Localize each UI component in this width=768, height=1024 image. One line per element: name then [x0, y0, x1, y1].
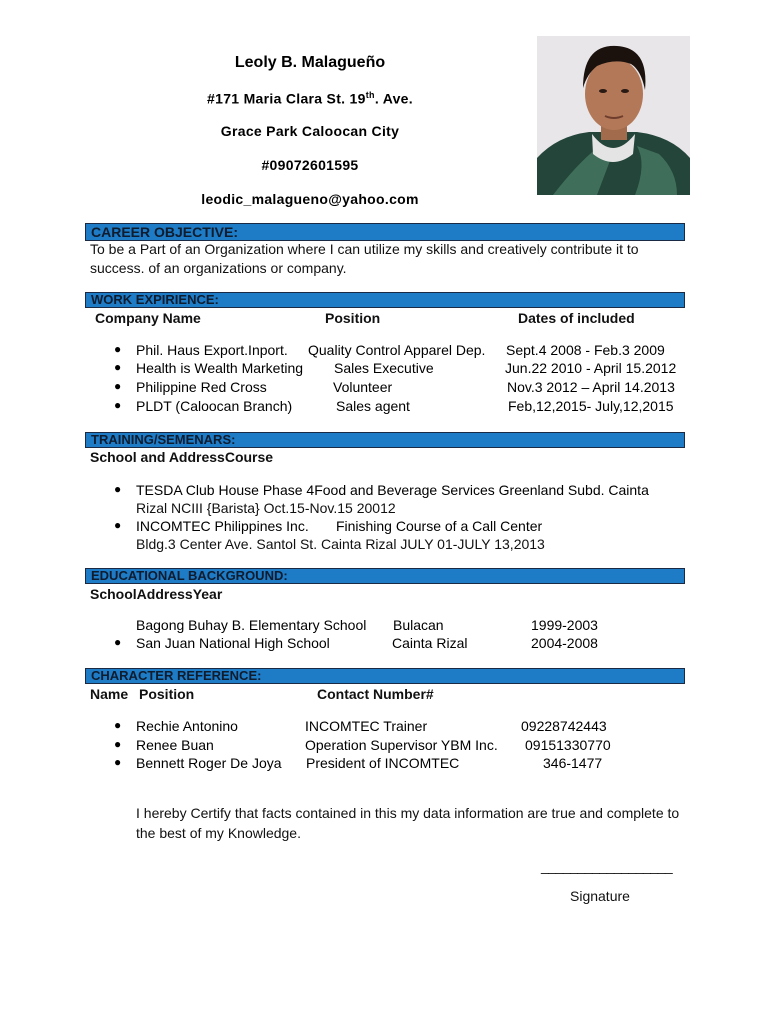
certify-line-1: I hereby Certify that facts contained in this my data information are true and complete to [136, 805, 680, 821]
bullet-icon: ● [114, 398, 122, 412]
work-experience-heading: WORK EXPIRIENCE: [85, 292, 685, 308]
training-item-line-1: TESDA Club House Phase 4Food and Beverage Services Greenland Subd. Cainta [136, 482, 649, 498]
reference-name: Rechie Antonino [136, 718, 238, 734]
work-row [0, 379, 768, 398]
career-objective-line-1: To be a Part of an Organization where I can utilize my skills and creatively contribute it to [90, 241, 639, 257]
reference-contact: 09151330770 [525, 737, 611, 753]
training-item-line-1: INCOMTEC Philippines Inc. Finishing Course of a Call Center [136, 518, 543, 534]
reference-position: President of INCOMTEC [306, 755, 460, 771]
reference-row [0, 755, 768, 774]
work-row [0, 360, 768, 379]
work-row [0, 398, 768, 417]
reference-col-contact: Contact Number# [317, 686, 434, 702]
education-school: San Juan National High School [136, 635, 330, 651]
portrait-image [537, 36, 690, 195]
email-line: leodic_malagueno@yahoo.com [201, 191, 419, 207]
education-subheader: SchoolAddressYear [90, 586, 223, 602]
work-company: PLDT (Caloocan Branch) [136, 398, 293, 414]
signature-line: __________________ [541, 858, 673, 874]
reference-position: Operation Supervisor YBM Inc. [305, 737, 498, 753]
education-address: Bulacan [393, 617, 444, 633]
reference-name: Bennett Roger De Joya [136, 755, 282, 771]
bullet-icon: ● [114, 635, 122, 649]
reference-row [0, 737, 768, 756]
reference-col-position: Position [139, 686, 195, 702]
bullet-icon: ● [114, 342, 122, 356]
city-line: Grace Park Caloocan City [220, 123, 400, 139]
education-year: 2004-2008 [531, 635, 598, 651]
education-year: 1999-2003 [531, 617, 598, 633]
work-col-dates: Dates of included [518, 310, 635, 326]
training-item-line-2: Rizal NCIII {Barista} Oct.15-Nov.15 20012 [136, 500, 396, 516]
bullet-icon: ● [114, 379, 122, 393]
education-heading: EDUCATIONAL BACKGROUND: [85, 568, 685, 584]
training-item-line-2: Bldg.3 Center Ave. Santol St. Cainta Rizal JULY 01-JULY 13,2013 [136, 536, 545, 552]
training-item [0, 482, 768, 501]
applicant-photo [537, 36, 690, 195]
certify-line-2: the best of my Knowledge. [136, 825, 301, 841]
training-subheader: School and AddressCourse [90, 449, 274, 465]
reference-col-name: Name [90, 686, 129, 702]
education-row [0, 617, 768, 636]
reference-name: Renee Buan [136, 737, 214, 753]
work-position: Sales Executive [334, 360, 434, 376]
address-line [160, 90, 460, 107]
education-school: Bagong Buhay B. Elementary School [136, 617, 367, 633]
work-company: Philippine Red Cross [136, 379, 267, 395]
work-position: Volunteer [333, 379, 393, 395]
work-col-position: Position [325, 310, 381, 326]
work-dates: Jun.22 2010 - April 15.2012 [505, 360, 677, 376]
reference-position: INCOMTEC Trainer [305, 718, 428, 734]
reference-heading: CHARACTER REFERENCE: [85, 668, 685, 684]
bullet-icon: ● [114, 718, 122, 732]
reference-contact: 09228742443 [521, 718, 607, 734]
phone-line: #09072601595 [261, 157, 359, 173]
work-col-company: Company Name [95, 310, 201, 326]
bullet-icon: ● [114, 518, 122, 532]
address-sup: th [365, 90, 375, 100]
bullet-icon: ● [114, 360, 122, 374]
work-position: Sales agent [336, 398, 410, 414]
work-company: Phil. Haus Export.Inport. [136, 342, 288, 358]
bullet-icon: ● [114, 737, 122, 751]
work-position: Quality Control Apparel Dep. [308, 342, 486, 358]
education-address: Cainta Rizal [392, 635, 468, 651]
career-objective-line-2: success. of an organizations or company. [90, 260, 347, 276]
reference-row [0, 718, 768, 737]
address-prefix: #171 Maria Clara St. 19 [207, 90, 366, 107]
applicant-name: Leoly B. Malagueño [234, 54, 386, 71]
training-item [0, 518, 768, 537]
work-dates: Feb,12,2015- July,12,2015 [508, 398, 674, 414]
work-row [0, 342, 768, 361]
work-dates: Nov.3 2012 – April 14.2013 [507, 379, 675, 395]
reference-contact: 346-1477 [543, 755, 603, 771]
education-row [0, 635, 768, 654]
bullet-icon: ● [114, 482, 122, 496]
career-objective-heading: CAREER OBJECTIVE: [85, 223, 685, 241]
address-suffix: . Ave. [374, 90, 413, 107]
training-heading: TRAINING/SEMENARS: [85, 432, 685, 448]
work-dates: Sept.4 2008 - Feb.3 2009 [506, 342, 665, 358]
signature-label: Signature [570, 888, 630, 904]
work-company: Health is Wealth Marketing [136, 360, 304, 376]
bullet-icon: ● [114, 755, 122, 769]
